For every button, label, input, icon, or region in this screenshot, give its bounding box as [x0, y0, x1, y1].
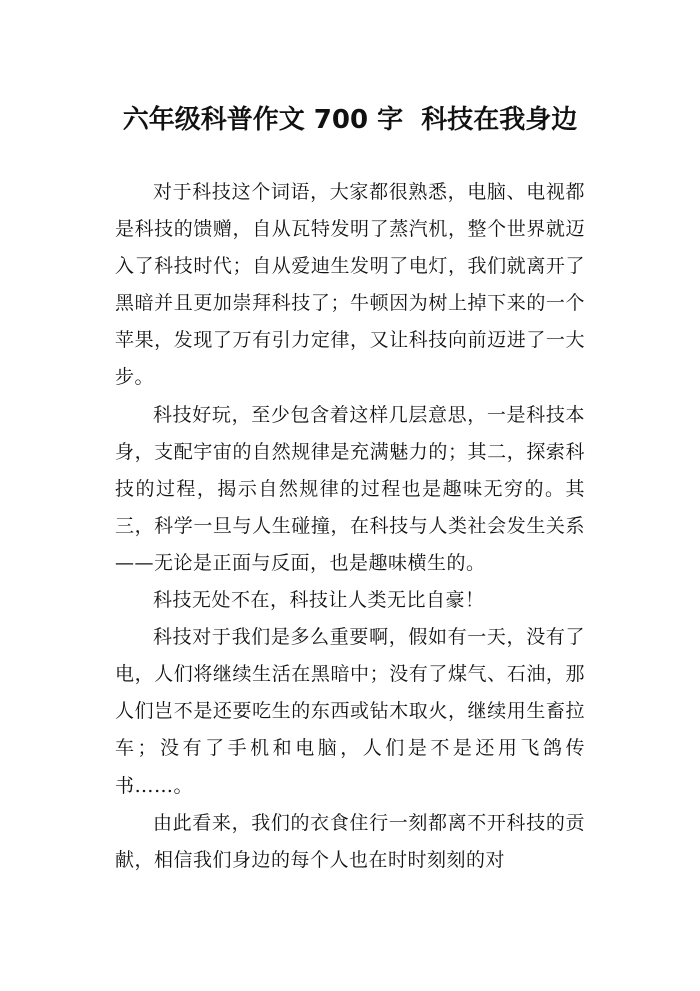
paragraph-4: 科技对于我们是多么重要啊，假如有一天，没有了电，人们将继续生活在黑暗中；没有了煤气、石油，那人们岂不是还要吃生的东西或钻木取火，继续用生畜拉车；没有了手机和电脑，人们是不是还用飞鸽传书……。 [115, 626, 585, 797]
paragraph-1: 对于科技这个词语，大家都很熟悉，电脑、电视都是科技的馈赠，自从瓦特发明了蒸汽机，整个世界就迈入了科技时代；自从爱迪生发明了电灯，我们就离开了黑暗并且更加崇拜科技了；牛顿因为树上掉下来的一个苹果，发现了万有引力定律，又让科技向前迈进了一大步。 [115, 181, 585, 389]
paragraph-2: 科技好玩，至少包含着这样几层意思，一是科技本身，支配宇宙的自然规律是充满魅力的；其二，探索科技的过程，揭示自然规律的过程也是趣味无穷的。其三，科学一旦与人生碰撞，在科技与人类社会发生关系——无论是正面与反面，也是趣味横生的。 [115, 403, 585, 574]
document-body [115, 174, 585, 879]
paragraph-5: 由此看来，我们的衣食住行一刻都离不开科技的贡献，相信我们身边的每个人也在时时刻刻的对 [115, 811, 585, 871]
paragraph-3: 科技无处不在，科技让人类无比自豪！ [153, 589, 485, 612]
document-title: 六年级科普作文 700 字 科技在我身边 [122, 105, 578, 136]
